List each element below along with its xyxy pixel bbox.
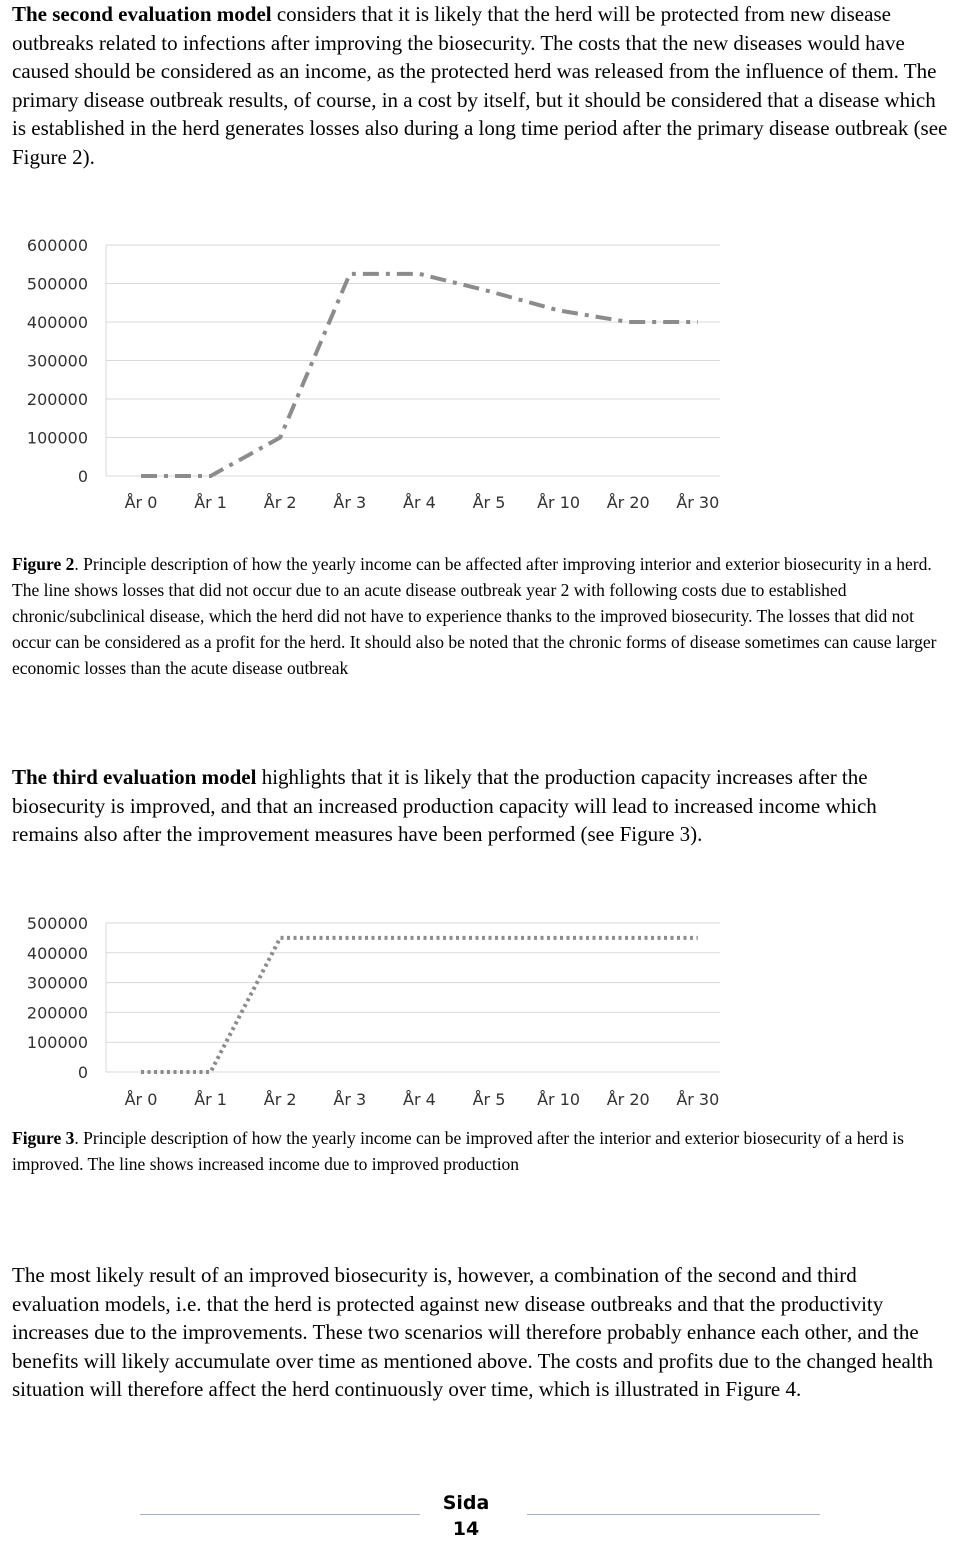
x-tick-label: År 4: [403, 1090, 436, 1109]
paragraph-third-model: [12, 763, 948, 849]
x-tick-label: År 0: [125, 1090, 158, 1109]
x-tick-label: År 3: [333, 1090, 366, 1109]
paragraph-combination: [12, 1261, 948, 1404]
y-tick-label: 100000: [27, 1033, 88, 1052]
page-number: Sida 14: [428, 1490, 504, 1542]
figure-2-caption: [12, 551, 948, 681]
y-tick-label: 500000: [27, 914, 88, 933]
y-tick-label: 400000: [27, 944, 88, 963]
x-tick-label: År 20: [607, 1090, 650, 1109]
paragraph-lead: The third evaluation model: [12, 765, 256, 789]
x-tick-label: År 0: [125, 493, 158, 512]
x-tick-label: År 2: [264, 493, 297, 512]
figure-2-caption-text: . Principle description of how the yearly income can be affected after improving interior and exterior biosecurity in a herd. The line shows losses that did not occur due to an acute disease outbreak year 2 with following costs due to established chronic/subclinical disease, which the herd did not have to experience thanks to the improved biosecurity. The losses that did not occur can be considered as a profit for the herd. It should also be noted that the chronic forms of disease sometimes can cause larger economic losses than the acute disease outbreak: [12, 554, 936, 678]
figure-3-caption: [12, 1125, 948, 1177]
y-tick-label: 0: [78, 467, 88, 486]
series-line: [141, 938, 698, 1072]
footer-rule-left: [140, 1514, 420, 1515]
y-tick-label: 200000: [27, 390, 88, 409]
x-tick-label: År 5: [473, 1090, 506, 1109]
figure-3-caption-text: . Principle description of how the yearly income can be improved after the interior and exterior biosecurity of a herd is improved. The line shows increased income due to improved production: [12, 1128, 904, 1174]
y-tick-label: 200000: [27, 1003, 88, 1022]
y-tick-label: 400000: [27, 313, 88, 332]
footer-rule-right: [527, 1514, 820, 1515]
y-tick-label: 600000: [27, 236, 88, 255]
x-tick-label: År 5: [473, 493, 506, 512]
x-tick-label: År 3: [333, 493, 366, 512]
paragraph-text: highlights that it is likely that the production capacity increases after the biosecurity is improved, and that an increased production capacity will lead to increased income which remains also after the improvement measures have been performed (see Figure 3).: [12, 765, 877, 846]
x-tick-label: År 10: [537, 1090, 580, 1109]
paragraph-text: The most likely result of an improved biosecurity is, however, a combination of the second and third evaluation models, i.e. that the herd is protected against new disease outbreaks and that the productivity increases due to the improvements. These two scenarios will therefore probably enhance each other, and the benefits will likely accumulate over time as mentioned above. The costs and profits due to the changed health situation will therefore affect the herd continuously over time, which is illustrated in Figure 4.: [12, 1263, 933, 1401]
y-tick-label: 300000: [27, 974, 88, 993]
x-tick-label: År 30: [676, 1090, 719, 1109]
x-tick-label: År 30: [676, 493, 719, 512]
y-tick-label: 100000: [27, 429, 88, 448]
x-tick-label: År 2: [264, 1090, 297, 1109]
figure-3-label: Figure 3: [12, 1128, 74, 1148]
figure-3-line-chart: [0, 905, 760, 1120]
paragraph-second-model: [12, 0, 948, 172]
y-tick-label: 300000: [27, 352, 88, 371]
paragraph-text: considers that it is likely that the herd will be protected from new disease outbreaks related to infections after improving the biosecurity. The costs that the new diseases would have caused should be considered as an income, as the protected herd was released from the influence of them. The primary disease outbreak results, of course, in a cost by itself, but it should be considered that a disease which is established in the herd generates losses also during a long time period after the primary disease outbreak (see Figure 2).: [12, 2, 947, 169]
x-tick-label: År 20: [607, 493, 650, 512]
x-tick-label: År 4: [403, 493, 436, 512]
paragraph-lead: The second evaluation model: [12, 2, 272, 26]
figure-2-line-chart: [0, 228, 760, 523]
x-tick-label: År 1: [194, 1090, 227, 1109]
x-tick-label: År 1: [194, 493, 227, 512]
series-line: [141, 274, 698, 476]
y-tick-label: 0: [78, 1063, 88, 1082]
x-tick-label: År 10: [537, 493, 580, 512]
figure-2-label: Figure 2: [12, 554, 74, 574]
y-tick-label: 500000: [27, 275, 88, 294]
